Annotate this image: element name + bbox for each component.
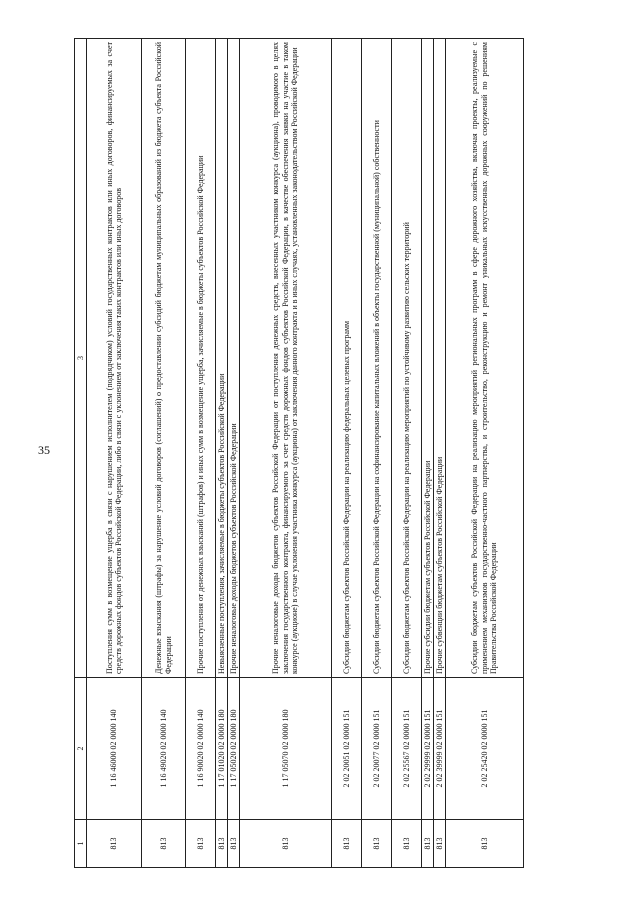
budget-code-cell: 1 17 05070 02 0000 180 [240, 678, 332, 820]
admin-code-cell: 813 [216, 820, 228, 868]
description-cell: Субсидии бюджетам субъектов Российской Федерации на софинансирование капитальных вложений в объекты государственной (муниципальной) собственности [362, 39, 392, 678]
budget-code-cell: 2 02 20051 02 0000 151 [332, 678, 362, 820]
admin-code-cell: 813 [434, 820, 446, 868]
admin-code-cell: 813 [186, 820, 216, 868]
budget-code-cell: 1 16 49020 02 0000 140 [142, 678, 186, 820]
admin-code-cell: 813 [240, 820, 332, 868]
admin-code-cell: 813 [332, 820, 362, 868]
budget-code-cell: 2 02 25567 02 0000 151 [392, 678, 422, 820]
budget-code-cell: 1 16 90020 02 0000 140 [186, 678, 216, 820]
budget-code-cell: 1 17 05020 02 0000 180 [228, 678, 240, 820]
revenue-codes-table [74, 38, 524, 868]
admin-code-cell: 813 [87, 820, 142, 868]
table-row [216, 39, 228, 868]
description-cell: Прочие субсидии бюджетам субъектов Российской Федерации [422, 39, 434, 678]
description-cell: Субсидии бюджетам субъектов Российской Федерации на реализацию федеральных целевых программ [332, 39, 362, 678]
admin-code-cell: 813 [392, 820, 422, 868]
admin-code-cell: 813 [362, 820, 392, 868]
description-cell: Поступления сумм в возмещение ущерба в связи с нарушением исполнителем (подрядчиком) условий государственных контрактов или иных договоров, финансируемых за счет средств дорожных фондов субъектов Российской Федерации, либо в связи с уклонением от заключения таких контрактов или иных договоров [87, 39, 142, 678]
table-row [446, 39, 524, 868]
table-header-row [75, 39, 87, 868]
page-number: 35 [38, 443, 50, 457]
admin-code-cell: 813 [446, 820, 524, 868]
rotated-table-container [74, 39, 558, 868]
table-row [186, 39, 216, 868]
admin-code-cell: 813 [228, 820, 240, 868]
admin-code-cell: 813 [422, 820, 434, 868]
table-row [332, 39, 362, 868]
table-row [87, 39, 142, 868]
budget-code-cell: 2 02 25420 02 0000 151 [446, 678, 524, 820]
budget-code-cell: 2 02 39999 02 0000 151 [434, 678, 446, 820]
description-cell: Невыясненные поступления, зачисляемые в бюджеты субъектов Российской Федерации [216, 39, 228, 678]
budget-code-cell: 1 17 01020 02 0000 180 [216, 678, 228, 820]
table-row [392, 39, 422, 868]
description-cell: Денежные взыскания (штрафы) за нарушение условий договоров (соглашений) о предоставлении субсидий бюджетам муниципальных образований из бюджета субъекта Российской Федерации [142, 39, 186, 678]
header-col-2: 2 [75, 678, 87, 820]
description-cell: Прочие неналоговые доходы бюджетов субъектов Российской Федерации [228, 39, 240, 678]
table-row [434, 39, 446, 868]
budget-code-cell: 2 02 20077 02 0000 151 [362, 678, 392, 820]
header-col-1: 1 [75, 820, 87, 868]
description-cell: Прочие субвенции бюджетам субъектов Российской Федерации [434, 39, 446, 678]
description-cell: Прочие неналоговые доходы бюджетов субъектов Российской Федерации от поступления денежных средств, внесенных участником конкурса (аукциона), проводимого в целях заключения государственного контракта, финансируемого за счет средств дорожных фондов субъектов Российской Федерации, в качестве обеспечения заявки на участие в таком конкурсе (аукционе) в случае уклонения участника конкурса (аукциона) от заключения данного контракта и в иных случаях, установленных законодательством Российской Федерации [240, 39, 332, 678]
budget-code-cell: 2 02 29999 02 0000 151 [422, 678, 434, 820]
description-cell: Субсидии бюджетам субъектов Российской Федерации на реализацию мероприятий региональных программ в сфере дорожного хозяйства, включая проекты, реализуемые с применением механизмов государственно-частного партнерства, и строительство, реконструкцию и ремонт уникальных искусственных дорожных сооружений по решениям Правительства Российской Федерации [446, 39, 524, 678]
description-cell: Прочие поступления от денежных взысканий (штрафов) и иных сумм в возмещение ущерба, зачисляемые в бюджеты субъектов Российской Федерации [186, 39, 216, 678]
header-col-3: 3 [75, 39, 87, 678]
table-row [228, 39, 240, 868]
table-row [142, 39, 186, 868]
budget-code-cell: 1 16 46000 02 0000 140 [87, 678, 142, 820]
table-row [362, 39, 392, 868]
table-row [422, 39, 434, 868]
table-row [240, 39, 332, 868]
admin-code-cell: 813 [142, 820, 186, 868]
description-cell: Субсидии бюджетам субъектов Российской Федерации на реализацию мероприятий по устойчивому развитию сельских территорий [392, 39, 422, 678]
